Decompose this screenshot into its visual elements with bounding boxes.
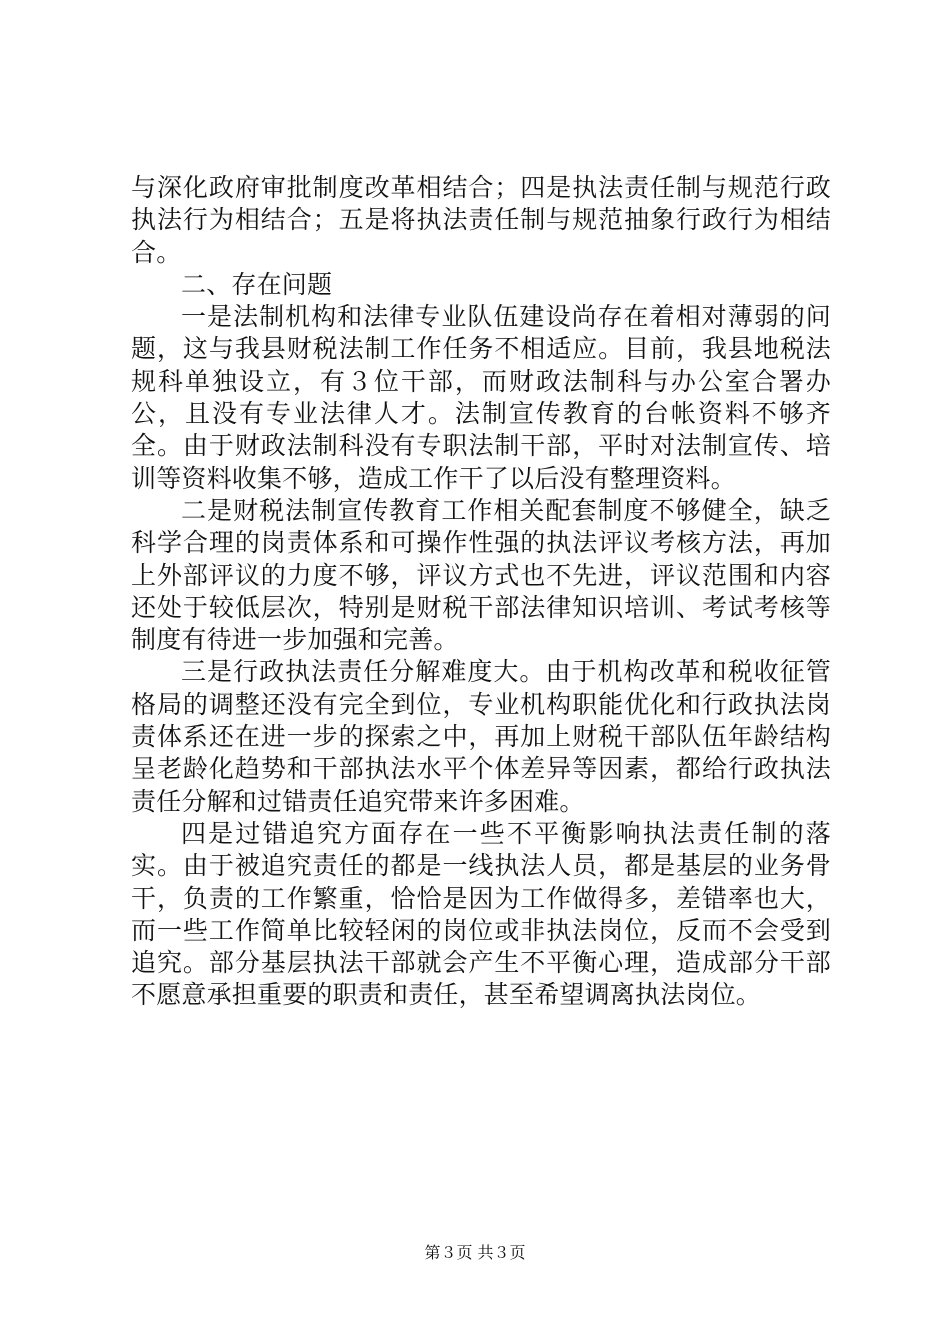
paragraph-problem-4: 四是过错追究方面存在一些不平衡影响执法责任制的落实。由于被追究责任的都是一线执法人员，都是基层的业务骨干，负责的工作繁重，恰恰是因为工作做得多，差错率也大，而一些工作简单比较轻闲的岗位或非执法岗位，反而不会受到追究。部分基层执法干部就会产生不平衡心理，造成部分干部不愿意承担重要的职责和责任，甚至希望调离执法岗位。 xyxy=(131,818,831,1010)
page-number-label: 第３页 共３页 xyxy=(424,1243,526,1262)
page-footer xyxy=(0,1243,950,1263)
document-body xyxy=(131,172,831,1012)
section-heading-problems: 二、存在问题 xyxy=(181,269,333,299)
paragraph-problem-1: 一是法制机构和法律专业队伍建设尚存在着相对薄弱的问题，这与我县财税法制工作任务不相适应。目前，我县地税法规科单独设立，有３位干部，而财政法制科与办公室合署办公，且没有专业法律人才。法制宣传教育的台帐资料不够齐全。由于财政法制科没有专职法制干部，平时对法制宣传、培训等资料收集不够，造成工作干了以后没有整理资料。 xyxy=(131,302,831,493)
paragraph-problem-2: 二是财税法制宣传教育工作相关配套制度不够健全，缺乏科学合理的岗责体系和可操作性强的执法评议考核方法，再加上外部评议的力度不够，评议方式也不先进，评议范围和内容还处于较低层次，特别是财税干部法律知识培训、考试考核等制度有待进一步加强和完善。 xyxy=(131,495,831,655)
paragraph-continuation: 与深化政府审批制度改革相结合；四是执法责任制与规范行政执法行为相结合；五是将执法责任制与规范抽象行政行为相结合。 xyxy=(131,173,831,267)
paragraph-problem-3: 三是行政执法责任分解难度大。由于机构改革和税收征管格局的调整还没有完全到位，专业机构职能优化和行政执法岗责体系还在进一步的探索之中，再加上财税干部队伍年龄结构呈老龄化趋势和干部执法水平个体差异等因素，都给行政执法责任分解和过错责任追究带来许多困难。 xyxy=(131,657,831,816)
